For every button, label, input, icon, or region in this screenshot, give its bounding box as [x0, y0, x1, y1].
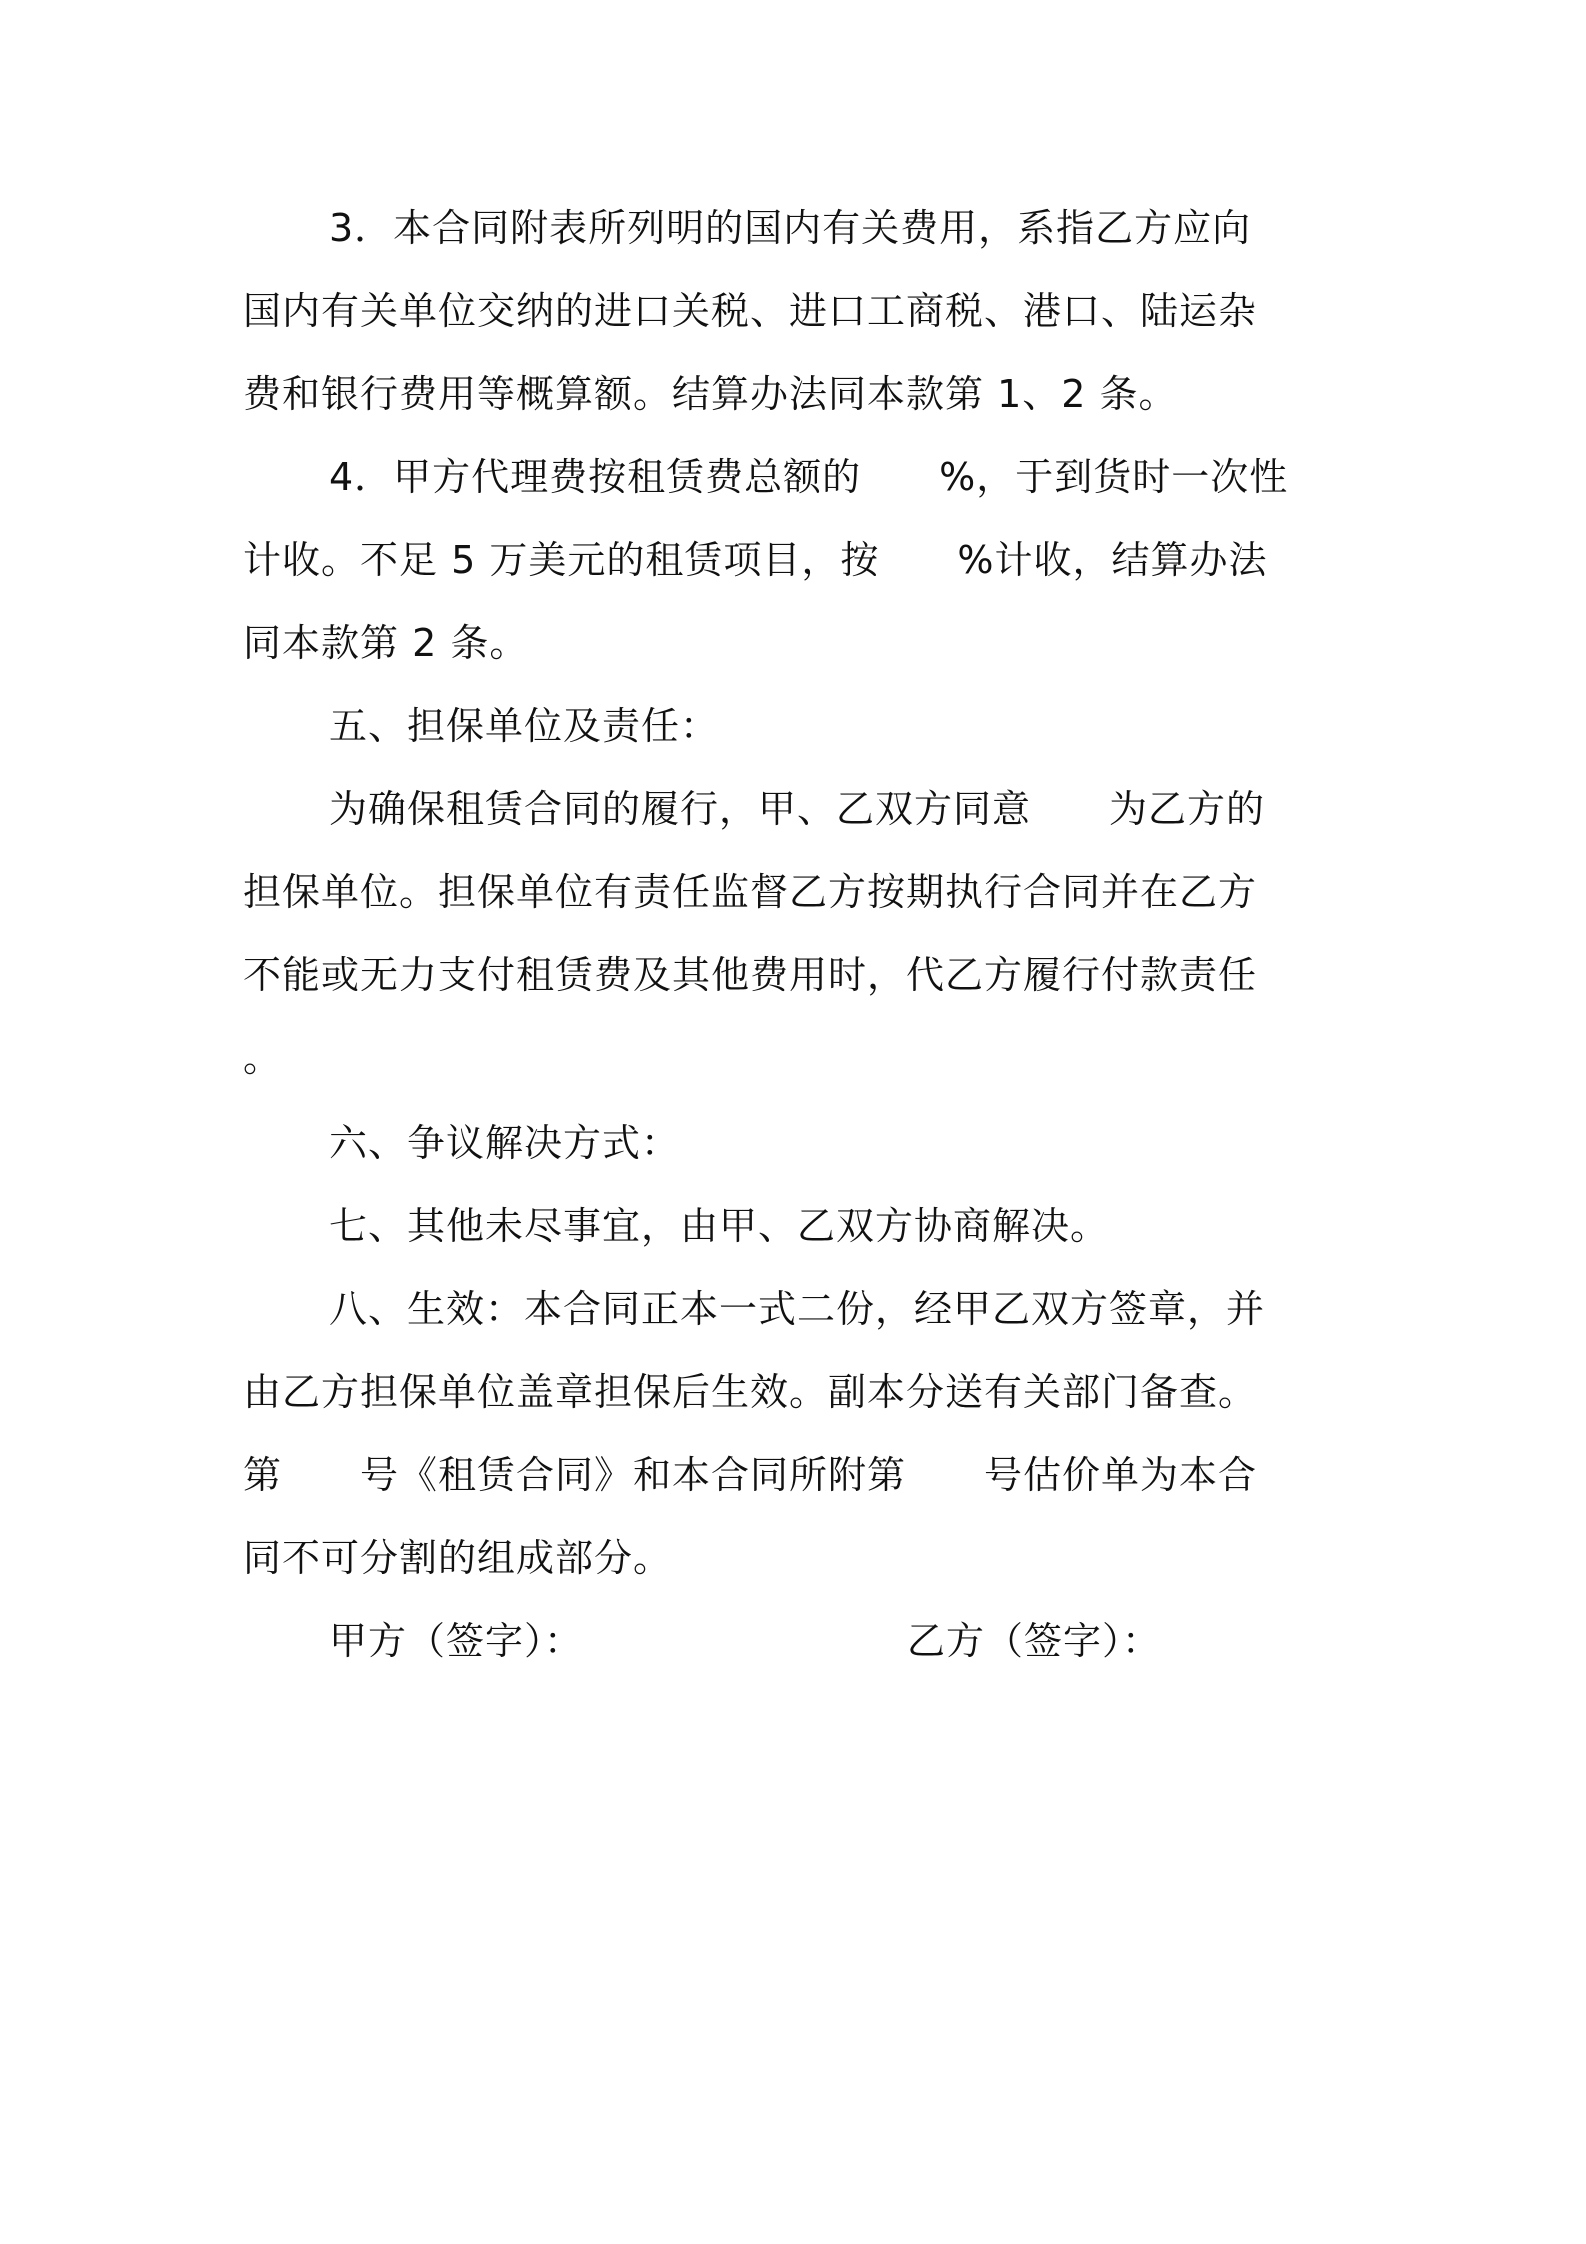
clause-4-line-1: 4．甲方代理费按租赁费总额的 %，于到货时一次性 — [329, 455, 1289, 499]
section-8-line-4: 同不可分割的组成部分。 — [243, 1536, 673, 1580]
clause-3-line-3: 费和银行费用等概算额。结算办法同本款第 1、2 条。 — [243, 372, 1178, 416]
section-8-line-3: 第 号《租赁合同》和本合同所附第 号估价单为本合 — [243, 1453, 1258, 1497]
section-5-line-4: 。 — [243, 1036, 283, 1080]
clause-4-line-3: 同本款第 2 条。 — [243, 621, 529, 665]
clause-4-line-2: 计收。不足 5 万美元的租赁项目，按 %计收，结算办法 — [243, 538, 1268, 582]
section-8-line-1: 八、生效：本合同正本一式二份，经甲乙双方签章，并 — [329, 1287, 1266, 1331]
section-5-line-2: 担保单位。担保单位有责任监督乙方按期执行合同并在乙方 — [243, 870, 1258, 914]
section-5-line-3: 不能或无力支付租赁费及其他费用时，代乙方履行付款责任 — [243, 953, 1258, 997]
clause-3-line-2: 国内有关单位交纳的进口关税、进口工商税、港口、陆运杂 — [243, 289, 1258, 333]
section-7-line: 七、其他未尽事宜，由甲、乙双方协商解决。 — [329, 1204, 1110, 1248]
clause-3-line-1: 3．本合同附表所列明的国内有关费用，系指乙方应向 — [329, 206, 1252, 250]
section-6-heading: 六、争议解决方式： — [329, 1121, 681, 1165]
party-b-signature-label: 乙方（签字）： — [907, 1619, 1162, 1663]
party-a-signature-label: 甲方（签字）： — [329, 1619, 584, 1663]
section-5-line-1: 为确保租赁合同的履行，甲、乙双方同意 为乙方的 — [329, 787, 1266, 831]
section-5-heading: 五、担保单位及责任： — [329, 704, 720, 748]
section-8-line-2: 由乙方担保单位盖章担保后生效。副本分送有关部门备查。 — [243, 1370, 1258, 1414]
